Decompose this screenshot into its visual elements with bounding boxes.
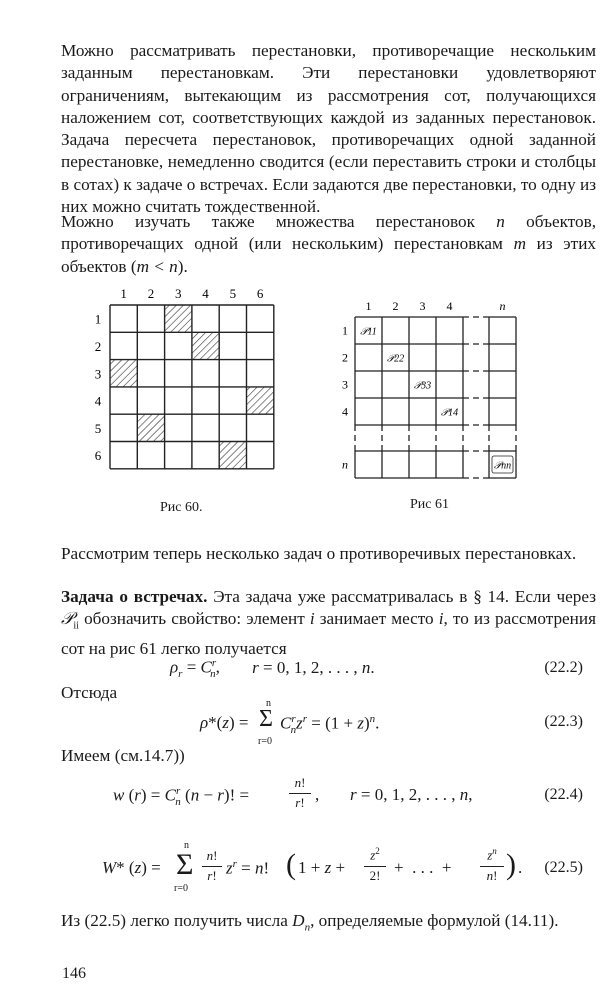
e3-sum-bottom: r=0: [258, 736, 272, 747]
p2-text-d: ).: [177, 256, 188, 276]
p5-var-D: D: [292, 911, 305, 930]
p2-text-b: объектов, противоречащих одной (или нескольким) перестановкам: [61, 212, 596, 254]
p2-var-m: m: [513, 234, 527, 254]
equation-22-5: W* (z) = n Σ r=0 n! r! $z^r = n$! ( 1 + z + $z^2$ 2! + . . . + $z^n$ n! ) .: [102, 840, 523, 894]
fig61-cell-label: 𝒫33: [413, 380, 432, 392]
paragraph-4: [61, 586, 596, 660]
fig61-row-label: 4: [342, 404, 348, 419]
paragraph-3: [61, 543, 596, 565]
p4-text-b: обозначить свойство: элемент: [78, 609, 310, 629]
fig61-cell-label: 𝒫nn: [493, 460, 512, 472]
figure-60-caption: Рис 60.: [160, 500, 203, 515]
paragraph-5: [61, 910, 596, 939]
fig61-col-label: 1: [365, 299, 372, 313]
fig60-col-label: 3: [175, 286, 182, 301]
equation-22-4-number: (22.4): [544, 786, 583, 803]
e3-sum-top: n: [266, 698, 271, 709]
equation-22-5-number: (22.5): [544, 859, 583, 876]
fig61-row-label: 1: [342, 323, 348, 338]
p2-text-a: Можно изучать также множества перестановок: [61, 212, 497, 231]
equation-22-2-rhs: r = 0, 1, 2, . . . , n.: [252, 657, 375, 677]
imeem-text: Имеем (см.14.7)): [61, 746, 185, 765]
fig60-col-label: 1: [120, 286, 127, 301]
fig60-row-label: 6: [94, 448, 102, 464]
p5-var-sub: n: [304, 921, 311, 934]
fig60-hatched-cell-2: [192, 332, 219, 359]
fig61-row-label: n: [342, 457, 348, 472]
p5-text-a: Из (22.5) легко получить числа: [61, 911, 293, 930]
fig61-col-label: 3: [419, 299, 426, 313]
p4-text-c: занимает место: [314, 609, 439, 629]
fig60-row-label: 3: [94, 366, 102, 382]
otsyuda-text: Отсюда: [61, 683, 118, 702]
p4-symbol-sub: ii: [73, 620, 79, 632]
e5-sum-bottom: r=0: [174, 883, 188, 894]
equation-22-2-number: (22.2): [544, 659, 583, 676]
p3-text: Рассмотрим теперь несколько задач о противоречивых перестановках.: [61, 544, 577, 563]
p4-symbol: 𝒫: [61, 609, 74, 629]
equation-22-4: w $(r) = C^r_n$ (n − r)! = n! r! , r = 0, 1, 2, . . . , n,: [113, 775, 473, 810]
p2-text-c: из этих объектов (: [61, 234, 596, 276]
fig60-row-label: 2: [94, 338, 102, 354]
fig60-row-label: 4: [94, 393, 102, 409]
e5-sum-top: n: [184, 840, 189, 851]
fig60-hatched-cell-1: [165, 305, 192, 332]
fig61-cell-label: 𝒫14: [440, 407, 459, 419]
p4-title: Задача о встречах.: [61, 587, 208, 606]
equation-22-2: $\rho_r = C^r_n$, r = 0, 1, 2, . . . , n.: [170, 657, 375, 681]
equation-22-3-number: (22.3): [544, 713, 583, 730]
fig61-col-label: n: [499, 299, 506, 313]
fig60-row-label: 1: [94, 311, 102, 327]
p4-text-a: Эта задача уже рассматривалась в § 14. Если через: [207, 587, 596, 606]
fig60-hatched-cell-5: [137, 414, 164, 441]
fig60-col-label: 5: [229, 286, 237, 301]
fig60-col-label: 2: [147, 286, 155, 301]
p2-var-n: n: [496, 212, 505, 231]
p4-var-i1: i: [309, 609, 315, 629]
fig61-row-label: 3: [342, 377, 348, 392]
paragraph-1: [61, 40, 596, 218]
fig60-hatched-cell-6: [219, 442, 246, 469]
p4-text-d: , то из рассмотрения сот на рис 61 легко получается: [61, 609, 596, 659]
p5-text-b: , определяемые формулой (14.11).: [310, 911, 559, 930]
paragraph-2: [61, 211, 596, 278]
fig61-col-label: 4: [446, 299, 453, 313]
paragraph-1-text: Можно рассматривать перестановки, противоречащие нескольким заданным перестановкам. Эти перестановки удовлетворяют ограничениям, вытекающим из рассмотрения сот, получающихся наложением сот, соответствующих каждой из заданных перестановок. Задача пересчета перестановок, противоречащих одной заданной перестановке, немедленно сводится (если переставить строки и столбцы в сотах) к задаче о встречах. Если задаются две перестановки, то одну из них можно считать тождественной.: [61, 41, 596, 217]
fig61-cell-label: 𝒫11: [360, 326, 377, 338]
p2-condition: m < n: [136, 256, 178, 276]
fig60-row-label: 5: [94, 420, 102, 436]
figure-61-caption: Рис 61: [410, 497, 449, 512]
equation-22-3: ρ*(z) = n Σ r=0 $C^r_nz^r = (1 + z)^n$.: [200, 698, 380, 747]
fig60-col-label: 6: [256, 286, 264, 301]
p4-var-i2: i: [438, 609, 444, 629]
page-number: 146: [62, 965, 86, 982]
fig60-hatched-cell-4: [247, 387, 274, 414]
fig61-row-label: 2: [342, 350, 348, 365]
figure-60: [85, 283, 285, 483]
fig61-col-label: 2: [392, 299, 399, 313]
fig60-col-label: 4: [202, 286, 209, 301]
fig61-cell-label: 𝒫22: [386, 353, 405, 365]
figure-61: [335, 295, 535, 495]
fig60-hatched-cell-3: [110, 360, 137, 387]
